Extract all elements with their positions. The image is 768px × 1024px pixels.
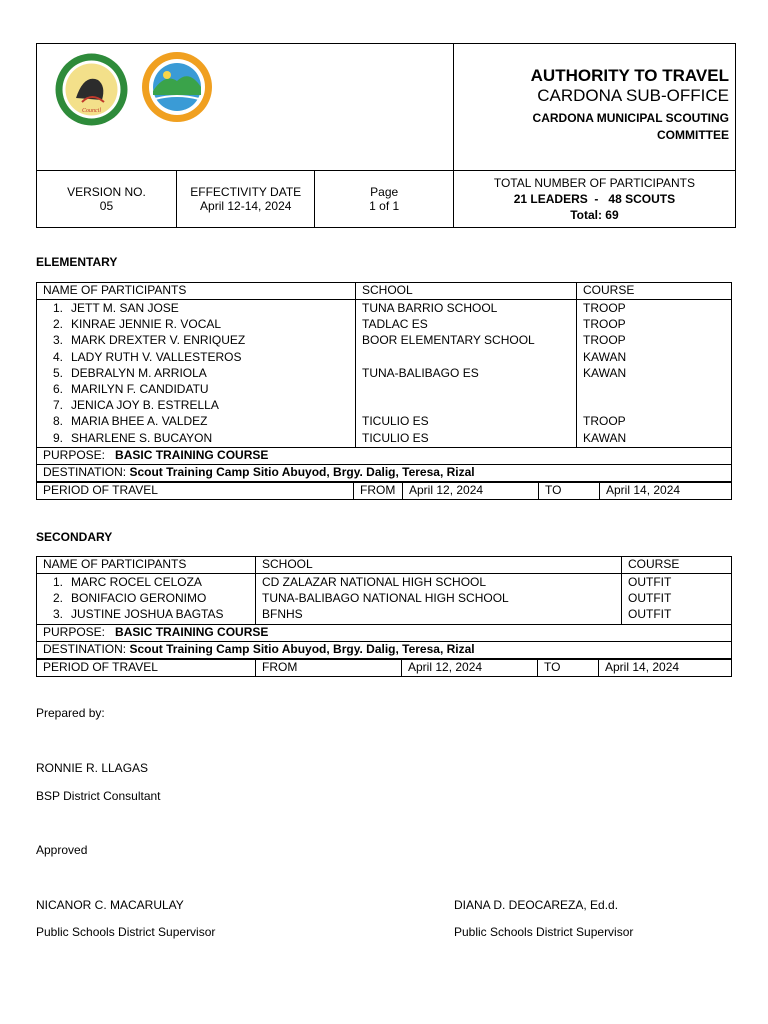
participant-name-text: MARC ROCEL CELOZA xyxy=(71,575,202,589)
to-label: TO xyxy=(539,483,600,500)
col-header-school: SCHOOL xyxy=(256,557,622,574)
committee-line-2: COMMITTEE xyxy=(657,128,729,142)
elementary-section-label: ELEMENTARY xyxy=(36,255,118,269)
approver-1-name: NICANOR C. MACARULAY xyxy=(36,898,184,912)
from-value: April 12, 2024 xyxy=(403,483,539,500)
effectivity-cell xyxy=(176,171,315,228)
destination-row xyxy=(37,641,732,658)
participant-course: TROOP xyxy=(583,414,626,429)
destination-label: DESTINATION: xyxy=(43,464,127,479)
school-column xyxy=(356,300,577,448)
version-cell xyxy=(37,171,177,228)
participant-school: TICULIO ES xyxy=(362,430,429,445)
page-value: 1 of 1 xyxy=(369,199,400,213)
participant-name-text: KINRAE JENNIE R. VOCAL xyxy=(71,317,222,332)
approver-2-title: Public Schools District Supervisor xyxy=(454,925,634,939)
participant-school: TUNA-BALIBAGO NATIONAL HIGH SCHOOL xyxy=(262,591,509,606)
participant-school: TUNA-BALIBAGO ES xyxy=(362,365,479,380)
participant-school xyxy=(362,398,576,414)
elementary-table xyxy=(36,282,732,482)
participant-number: 8. xyxy=(52,414,63,429)
participant-school: TICULIO ES xyxy=(362,414,429,429)
approved-label: Approved xyxy=(36,843,88,857)
participant-name-text: JETT M. SAN JOSE xyxy=(71,301,179,315)
participant-name-text: MARIA BHEE A. VALDEZ xyxy=(71,414,208,429)
purpose-value: BASIC TRAINING COURSE xyxy=(115,624,269,639)
school-column xyxy=(256,574,622,625)
participant-name-text: JUSTINE JOSHUA BAGTAS xyxy=(71,607,224,622)
participant-name-text: JENICA JOY B. ESTRELLA xyxy=(71,398,219,413)
approver-2-name: DIANA D. DEOCAREZA, Ed.d. xyxy=(454,898,619,912)
document-title: AUTHORITY TO TRAVEL xyxy=(530,66,729,85)
period-label: PERIOD OF TRAVEL xyxy=(37,483,354,500)
participant-name xyxy=(43,301,355,317)
purpose-label: PURPOSE: xyxy=(43,624,106,639)
participants-breakdown: 21 LEADERS - 48 SCOUTS xyxy=(513,192,676,206)
participants-label: TOTAL NUMBER OF PARTICIPANTS xyxy=(493,176,695,190)
col-header-school: SCHOOL xyxy=(356,283,577,300)
purpose-row xyxy=(37,447,732,464)
svg-text:Council: Council xyxy=(82,108,101,114)
participant-school: BOOR ELEMENTARY SCHOOL xyxy=(362,333,535,348)
to-value: April 14, 2024 xyxy=(600,483,732,500)
participant-number: 6. xyxy=(52,381,63,396)
effectivity-label: EFFECTIVITY DATE xyxy=(190,185,302,199)
participant-number: 2. xyxy=(52,591,63,606)
participant-number: 5. xyxy=(52,365,63,380)
participant-name xyxy=(43,366,355,382)
participant-course: KAWAN xyxy=(583,349,627,364)
participant-name xyxy=(43,591,255,607)
participant-name xyxy=(43,333,355,349)
col-header-course: COURSE xyxy=(577,283,732,300)
destination-row xyxy=(37,464,732,481)
purpose-value: BASIC TRAINING COURSE xyxy=(115,447,269,462)
version-value: 05 xyxy=(99,199,114,213)
bsp-seal-logo xyxy=(54,52,129,127)
participant-course: KAWAN xyxy=(583,430,627,445)
from-label: FROM xyxy=(256,660,402,677)
participant-name-text: DEBRALYN M. ARRIOLA xyxy=(71,365,207,380)
purpose-label: PURPOSE: xyxy=(43,447,106,462)
committee-line-1: CARDONA MUNICIPAL SCOUTING xyxy=(532,111,729,125)
title-cell xyxy=(453,44,735,171)
participant-name-text: SHARLENE S. BUCAYON xyxy=(71,430,213,445)
office-name: CARDONA SUB-OFFICE xyxy=(537,86,729,105)
elementary-period-table xyxy=(36,482,732,500)
participants-cell xyxy=(453,171,735,228)
page-cell xyxy=(315,171,453,228)
approver-1-title: Public Schools District Supervisor xyxy=(36,925,216,939)
participant-name xyxy=(43,317,355,333)
name-column xyxy=(37,300,356,448)
participant-school: TADLAC ES xyxy=(362,317,428,332)
participant-school xyxy=(362,350,576,366)
to-value: April 14, 2024 xyxy=(599,660,732,677)
participant-course: TROOP xyxy=(583,317,626,332)
participant-course xyxy=(583,398,731,414)
from-label: FROM xyxy=(354,483,403,500)
participant-number: 9. xyxy=(52,430,63,445)
participant-number: 2. xyxy=(52,317,63,332)
participant-name xyxy=(43,431,355,447)
participant-name xyxy=(43,382,355,398)
participant-name-text: MARILYN F. CANDIDATU xyxy=(71,381,209,396)
col-header-name: NAME OF PARTICIPANTS xyxy=(37,283,356,300)
participant-number: 3. xyxy=(52,607,63,622)
participant-school xyxy=(362,382,576,398)
participant-name-text: BONIFACIO GERONIMO xyxy=(71,591,207,606)
participant-name-text: MARK DREXTER V. ENRIQUEZ xyxy=(71,333,246,348)
participant-name xyxy=(43,414,355,430)
participants-total: Total: 69 xyxy=(570,208,619,222)
participant-school: CD ZALAZAR NATIONAL HIGH SCHOOL xyxy=(262,575,487,589)
prepared-by-label: Prepared by: xyxy=(36,706,105,720)
course-column xyxy=(622,574,732,625)
participant-school: TUNA BARRIO SCHOOL xyxy=(362,301,498,315)
destination-value: Scout Training Camp Sitio Abuyod, Brgy. Dalig, Teresa, Rizal xyxy=(129,464,475,479)
header-table xyxy=(36,43,736,228)
participant-name xyxy=(43,575,255,591)
participant-number: 1. xyxy=(52,575,63,589)
participant-name xyxy=(43,398,355,414)
participant-number: 3. xyxy=(52,333,63,348)
participant-course: TROOP xyxy=(583,301,626,315)
secondary-table xyxy=(36,556,732,659)
period-label: PERIOD OF TRAVEL xyxy=(37,660,256,677)
name-column xyxy=(37,574,256,625)
preparer-title: BSP District Consultant xyxy=(36,789,161,803)
participant-number: 7. xyxy=(52,398,63,413)
page-label: Page xyxy=(370,185,399,199)
destination-value: Scout Training Camp Sitio Abuyod, Brgy. Dalig, Teresa, Rizal xyxy=(129,641,475,656)
effectivity-value: April 12-14, 2024 xyxy=(200,199,292,213)
secondary-section-label: SECONDARY xyxy=(36,530,113,544)
participant-course: OUTFIT xyxy=(628,591,672,606)
participant-name xyxy=(43,350,355,366)
logo-cell xyxy=(37,44,454,171)
cardona-seal-logo xyxy=(141,51,213,123)
participant-course xyxy=(583,382,731,398)
from-value: April 12, 2024 xyxy=(402,660,538,677)
col-header-name: NAME OF PARTICIPANTS xyxy=(37,557,256,574)
participant-name xyxy=(43,607,255,623)
col-header-course: COURSE xyxy=(622,557,732,574)
purpose-row xyxy=(37,624,732,641)
participant-number: 4. xyxy=(52,349,63,364)
participant-name-text: LADY RUTH V. VALLESTEROS xyxy=(71,349,242,364)
to-label: TO xyxy=(538,660,599,677)
participant-course: OUTFIT xyxy=(628,575,672,589)
participant-number: 1. xyxy=(52,301,63,315)
secondary-period-table xyxy=(36,659,732,677)
preparer-name: RONNIE R. LLAGAS xyxy=(36,761,149,775)
participant-course: OUTFIT xyxy=(628,607,672,622)
course-column xyxy=(577,300,732,448)
participant-school: BFNHS xyxy=(262,607,303,622)
participant-course: TROOP xyxy=(583,333,626,348)
participant-course: KAWAN xyxy=(583,365,627,380)
destination-label: DESTINATION: xyxy=(43,641,127,656)
version-label: VERSION NO. xyxy=(67,185,146,199)
